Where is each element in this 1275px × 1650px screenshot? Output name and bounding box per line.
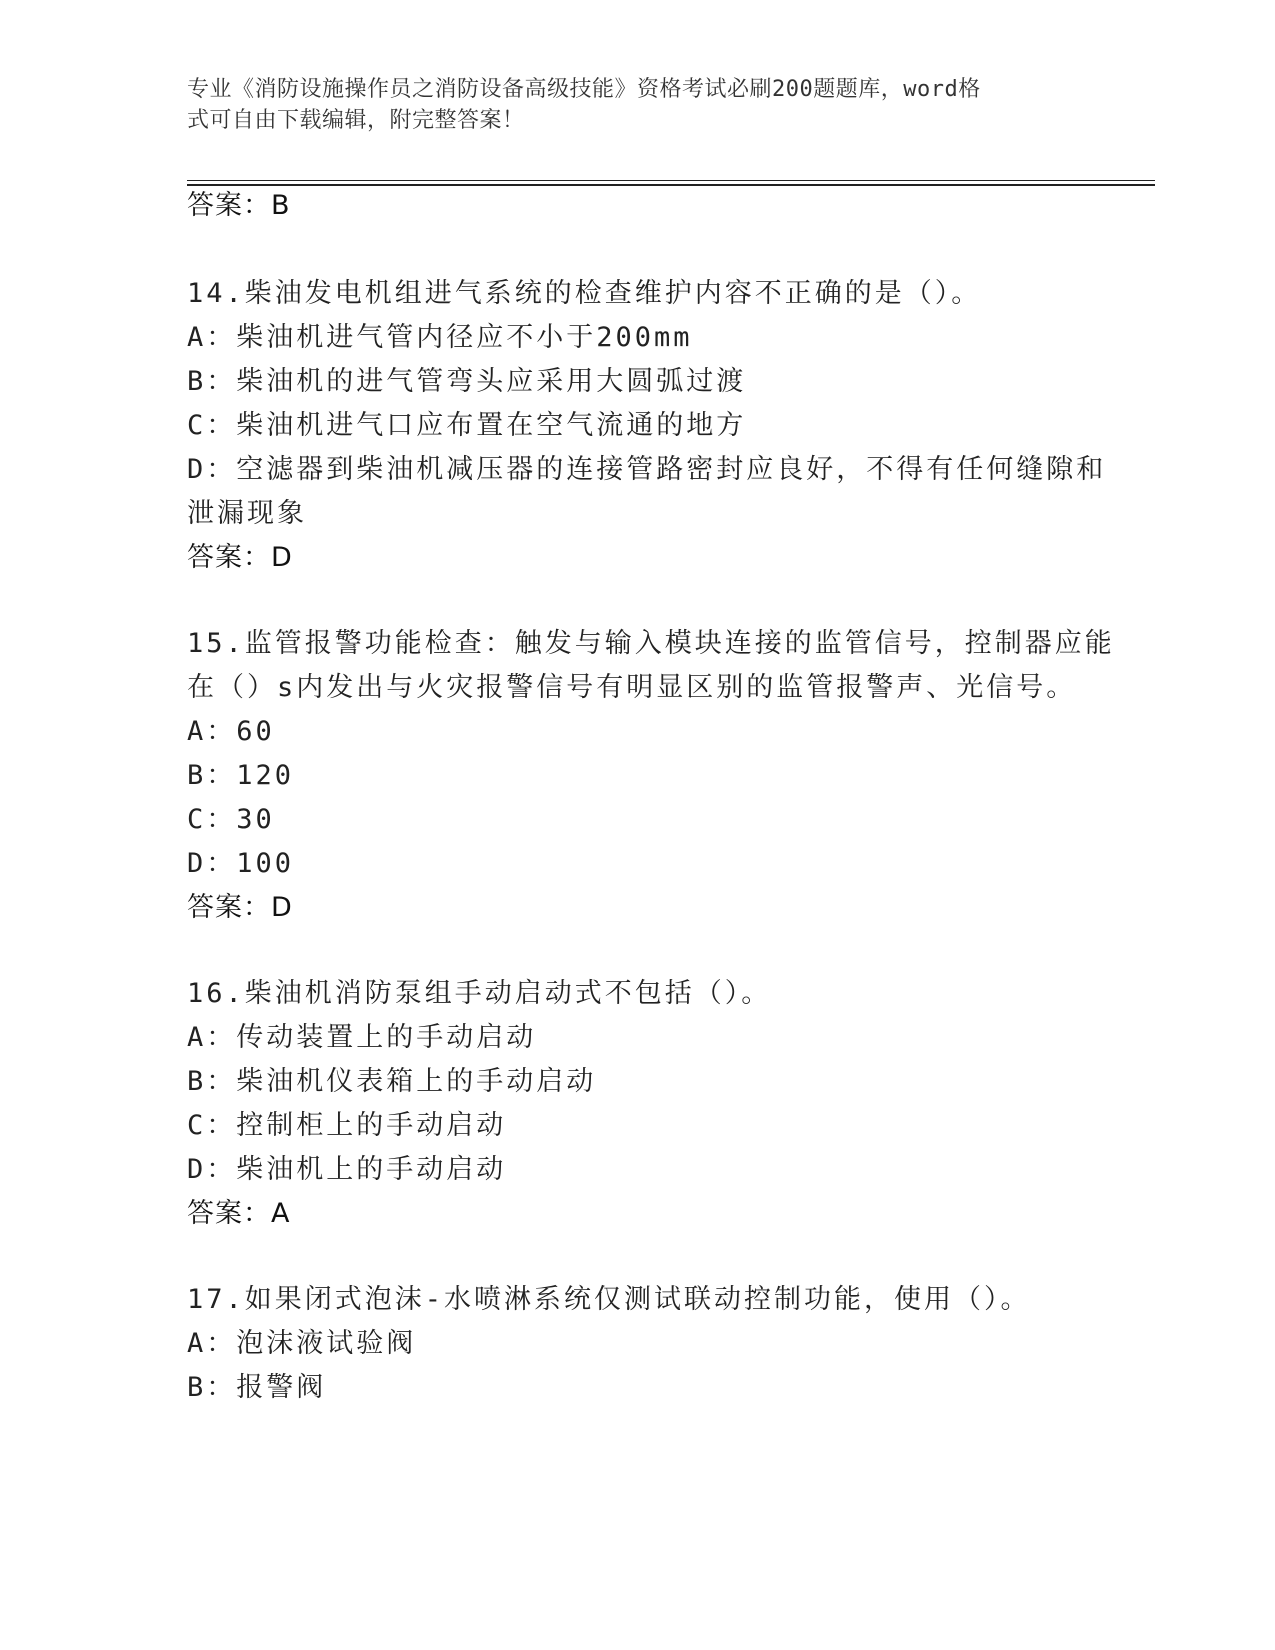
question-16-option-b: B：柴油机仪表箱上的手动启动 [187, 1066, 597, 1097]
question-15-option-b: B：120 [187, 760, 295, 791]
question-14-option-d-cont: 泄漏现象 [187, 498, 307, 529]
question-15-stem-cont: 在（）s内发出与火灾报警信号有明显区别的监管报警声、光信号。 [187, 672, 1077, 703]
question-16-option-c: C：控制柜上的手动启动 [187, 1110, 507, 1141]
question-15-stem: 15.监管报警功能检查：触发与输入模块连接的监管信号，控制器应能 [187, 628, 1115, 659]
question-16-option-a: A：传动装置上的手动启动 [187, 1022, 537, 1053]
question-14-option-b: B：柴油机的进气管弯头应采用大圆弧过渡 [187, 366, 747, 397]
header-divider-thick [187, 184, 1155, 186]
question-15-option-c: C：30 [187, 804, 275, 835]
answer-13: 答案：B [187, 190, 291, 221]
question-15-option-d: D：100 [187, 848, 295, 879]
question-14-stem: 14.柴油发电机组进气系统的检查维护内容不正确的是（）。 [187, 278, 982, 309]
question-17-option-b: B：报警阀 [187, 1372, 327, 1403]
question-14-option-a: A：柴油机进气管内径应不小于200mm [187, 322, 693, 353]
question-17-stem: 17.如果闭式泡沫-水喷淋系统仅测试联动控制功能，使用（）。 [187, 1284, 1031, 1315]
header-line-1: 专业《消防设施操作员之消防设备高级技能》资格考试必刷200题题库，word格 [187, 77, 981, 102]
question-17-option-a: A：泡沫液试验阀 [187, 1328, 417, 1359]
question-14-option-c: C：柴油机进气口应布置在空气流通的地方 [187, 410, 747, 441]
answer-14: 答案：D [187, 542, 293, 573]
answer-16: 答案：A [187, 1198, 291, 1229]
question-14-option-d: D：空滤器到柴油机减压器的连接管路密封应良好，不得有任何缝隙和 [187, 454, 1107, 485]
question-15-option-a: A：60 [187, 716, 275, 747]
question-16-stem: 16.柴油机消防泵组手动启动式不包括（）。 [187, 978, 772, 1009]
question-16-option-d: D：柴油机上的手动启动 [187, 1154, 507, 1185]
header-line-2: 式可自由下载编辑，附完整答案！ [187, 108, 525, 133]
header-divider-thin [187, 180, 1155, 181]
document-header [187, 74, 1067, 136]
answer-15: 答案：D [187, 892, 293, 923]
